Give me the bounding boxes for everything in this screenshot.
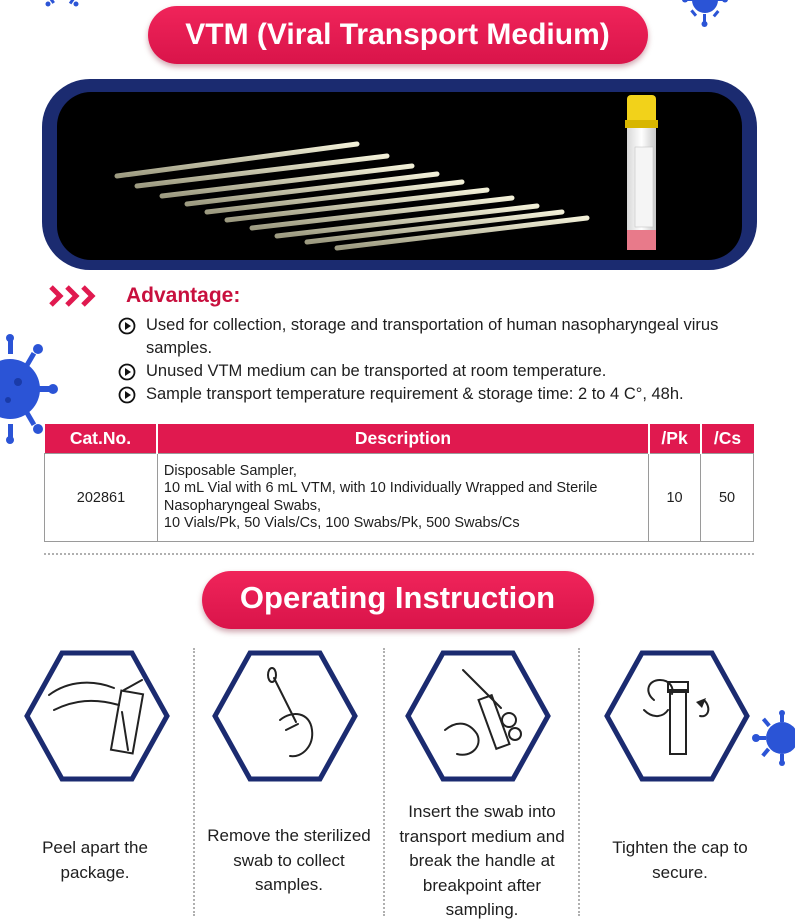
step-3-text: Insert the swab into transport medium and break the handle at breakpoint after sampling. — [399, 802, 565, 919]
step-divider — [383, 648, 385, 916]
column-header-description: Description — [157, 424, 648, 454]
advantage-heading: Advantage: — [126, 284, 241, 307]
virus-icon — [752, 710, 795, 766]
column-header-cat-no: Cat.No. — [45, 424, 158, 454]
description-cell — [157, 454, 648, 542]
description-line: 10 Vials/Pk, 50 Vials/Cs, 100 Swabs/Pk, 500 Swabs/Cs — [163, 515, 520, 531]
virus-icon — [680, 0, 730, 28]
step-divider — [193, 648, 195, 916]
swabs-and-tube-illustration — [57, 92, 742, 260]
step-2-illustration — [212, 650, 358, 782]
table-row — [45, 454, 754, 542]
triple-chevron-icon — [48, 285, 100, 307]
step-1-illustration — [24, 650, 170, 782]
product-photo — [57, 92, 742, 260]
dotted-divider — [44, 553, 754, 555]
operating-instruction-heading: Operating Instruction — [202, 571, 594, 629]
list-item: Sample transport temperature requirement & storage time: 2 to 4 C°, 48h. — [118, 383, 768, 406]
circle-play-icon — [118, 363, 136, 381]
column-header-pk: /Pk — [649, 424, 701, 454]
step-2-text: Remove the sterilized swab to collect samples. — [207, 826, 371, 894]
product-photo-frame — [42, 79, 757, 270]
step-3-illustration — [405, 650, 551, 782]
description-line: 10 mL Vial with 6 mL VTM, with 10 Individually Wrapped and Sterile Nasopharyngeal Swabs, — [163, 480, 598, 514]
catalog-table — [44, 424, 754, 542]
list-item: Unused VTM medium can be transported at room temperature. — [118, 360, 768, 383]
advantage-heading-row — [48, 283, 240, 309]
column-header-cs: /Cs — [701, 424, 754, 454]
description-line: Disposable Sampler, — [163, 462, 297, 479]
list-item: Used for collection, storage and transportation of human nasopharyngeal virus samples. — [118, 314, 768, 360]
step-4-text: Tighten the cap to secure. — [612, 838, 748, 882]
cat-no-cell: 202861 — [45, 454, 158, 542]
circle-play-icon — [118, 317, 136, 335]
pk-cell: 10 — [649, 454, 701, 542]
table-header-row — [45, 424, 754, 454]
advantage-list — [118, 314, 768, 406]
cs-cell: 50 — [701, 454, 754, 542]
step-1-text: Peel apart the package. — [42, 838, 148, 882]
step-divider — [578, 648, 580, 916]
step-4-illustration — [604, 650, 750, 782]
page-title: VTM (Viral Transport Medium) — [148, 6, 648, 64]
circle-play-icon — [118, 386, 136, 404]
virus-icon — [38, 0, 86, 10]
